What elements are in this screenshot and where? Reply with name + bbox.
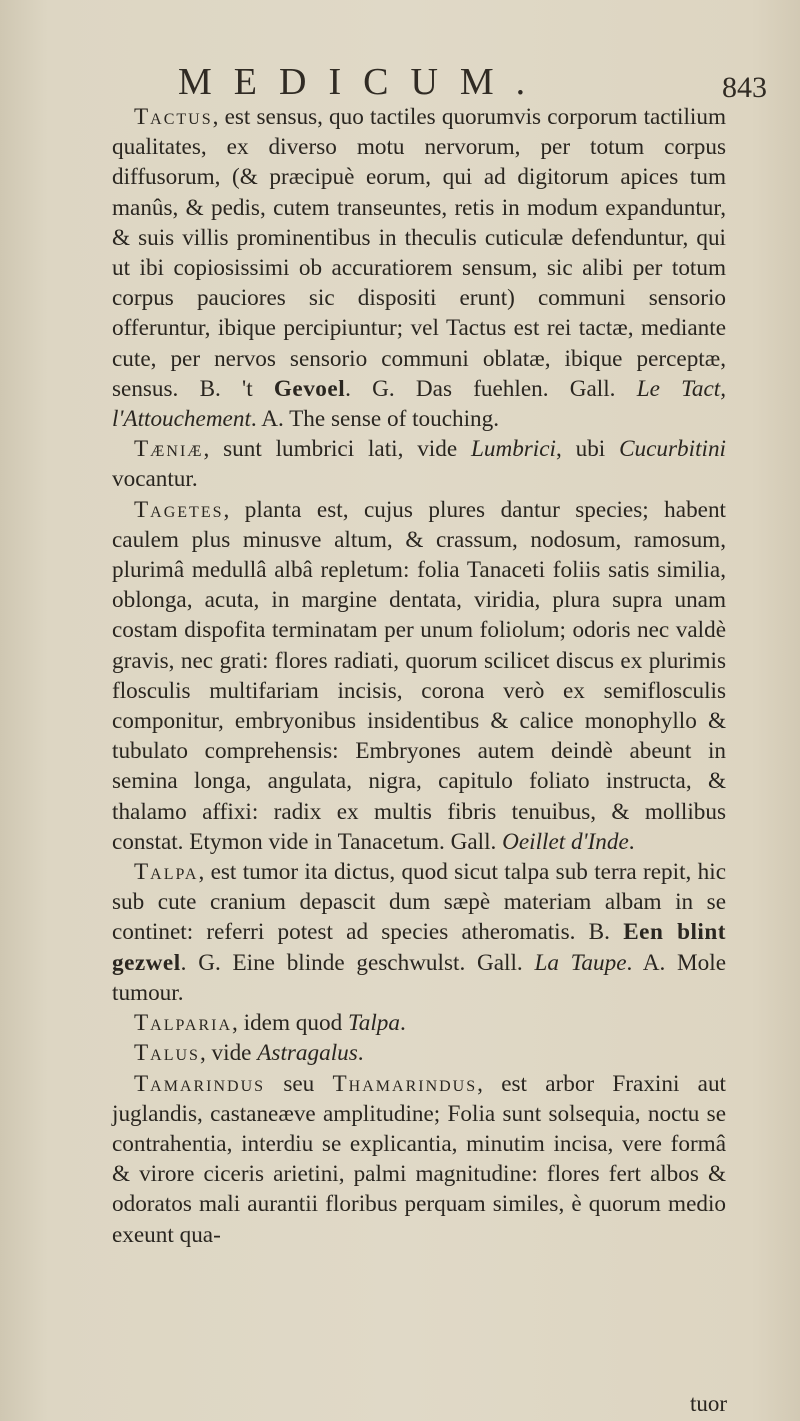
- entry-text: .: [628, 828, 635, 855]
- entry-text: . G. Das fuehlen. Gall.: [345, 375, 637, 402]
- entry-text: , idem quod: [232, 1010, 348, 1037]
- headword: Talparia: [134, 1010, 233, 1037]
- entry-talparia: [112, 1008, 726, 1038]
- entry-text: seu: [265, 1070, 333, 1097]
- entry-text: , ubi: [555, 436, 620, 463]
- french-term: Le Tact, l'Attouchement: [112, 375, 726, 433]
- entry-text: , planta est, cujus plures dantur species; habent caulem plus minusve altum, & crassum, nodosum, ramosum, plurimâ medullâ albâ repletum: folia Tanaceti foliis satis similia, oblonga, acuta, in margine dentata, viridia, plura supra unam costam dispofita terminatam per unum foliolum; odoris nec valdè gravis, nec grati: flores radiati, quorum scilicet discus ex plurimis flosculis multifariam incisis, corona verò ex semiflosculis componitur, embryonibus insidentibus & calice monophyllo & tubulato comprehensis: Embryones autem deindè abeunt in semina longa, angulata, nigra, capitulo foliato instructa, & thalamo affixi: radix ex multis fibris tenuibus, & mollibus constat. Etymon vide in Tanacetum. Gall.: [112, 496, 726, 855]
- headword: Tamarindus: [134, 1070, 266, 1097]
- entry-taeniae: [112, 434, 726, 494]
- entry-text: . A. The sense of touching.: [250, 406, 500, 433]
- entry-text: , est arbor Fraxini aut juglandis, castaneæve amplitudine; Folia sunt solsequia, noctu se contrahentia, interdiu se explicantia, minutim incisa, vere formâ & virore ciceris arietini, palmi magnitudine: flores fert albos & odoratos mali aurantii floribus perquam similes, è quorum medio exeunt qua-: [112, 1070, 726, 1248]
- cross-reference: Lumbrici: [470, 436, 556, 463]
- entry-text: , sunt lumbrici lati, vide: [203, 436, 471, 463]
- entry-tactus: [112, 102, 726, 434]
- headword: Talpa: [134, 859, 199, 886]
- french-term: La Taupe: [534, 949, 627, 976]
- dictionary-text: [112, 102, 726, 1250]
- catchword: tuor: [690, 1391, 728, 1416]
- dutch-term: Een blint gezwel: [112, 919, 726, 976]
- entry-text: .: [357, 1040, 364, 1067]
- entry-tamarindus: [112, 1069, 726, 1250]
- headword: Tæniæ: [134, 436, 204, 463]
- running-head: [0, 62, 800, 102]
- cross-reference: Cucurbitini: [619, 436, 726, 463]
- cross-reference: Talpa: [347, 1010, 400, 1037]
- page-number: 843: [722, 71, 767, 104]
- headword-variant: Thamarindus: [332, 1070, 478, 1097]
- entry-text: . G. Eine blinde geschwulst. Gall.: [180, 949, 535, 976]
- entry-tagetes: [112, 495, 726, 857]
- headword: Talus: [134, 1040, 200, 1067]
- running-title: MEDICUM.: [178, 61, 548, 103]
- entry-text: , vide: [199, 1040, 258, 1067]
- entry-text: . A. Mole tumour.: [112, 949, 726, 1006]
- headword: Tagetes: [134, 496, 224, 523]
- cross-reference: Astragalus: [257, 1040, 358, 1067]
- entry-text: .: [399, 1010, 406, 1037]
- entry-talpa: [112, 857, 726, 1008]
- dutch-term: Gevoel: [273, 375, 346, 402]
- french-term: Oeillet d'Inde: [502, 828, 629, 855]
- entry-text: vocantur.: [112, 466, 198, 493]
- entry-text: , est tumor ita dictus, quod sicut talpa sub terra repit, hic sub cute cranium depascit dum sæpè materiam albam in se continet: referri potest ad species atheromatis. B.: [112, 859, 726, 946]
- entry-talus: [112, 1038, 726, 1068]
- entry-text: , est sensus, quo tactiles quorumvis corporum tactilium qualitates, ex diverso motu nervorum, per totum corpus diffusorum, (& præcipuè eorum, qui ad digitorum apices tum manûs, & pedis, cutem transeuntes, retis in modum expanduntur, & suis villis prominentibus in theculis cuticulæ defenduntur, qui ut ibi copiosissimi ob accuratiorem sensum, sic alibi per totum corpus pauciores sic dispositi erunt) communi sensorio offeruntur, ibique percipiuntur; vel Tactus est rei tactæ, mediante cute, per nervos sensorio communi oblatæ, ibique perceptæ, sensus. B. 't: [112, 104, 726, 402]
- headword: Tactus: [134, 104, 213, 130]
